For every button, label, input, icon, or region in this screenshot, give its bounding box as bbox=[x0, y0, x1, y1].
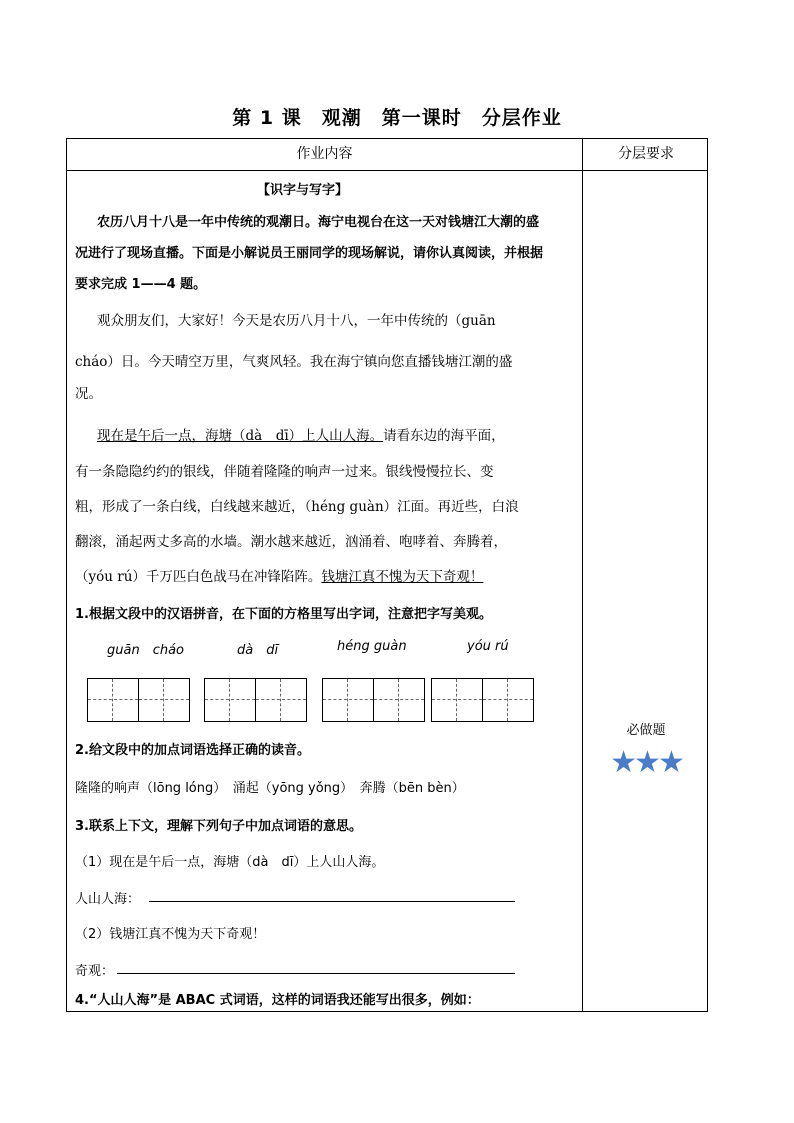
passage1-line-3: 况。 bbox=[75, 386, 102, 402]
passage2-line-5 bbox=[75, 565, 483, 585]
pinyin-2: dà dī bbox=[237, 643, 279, 658]
passage2-line-2: 有一条隐隐约约的银线，伴随着隆隆的响声一过来。银线慢慢拉长、变 bbox=[75, 464, 494, 480]
section-heading: 【识字与写字】 bbox=[257, 183, 349, 198]
question-1: 1.根据文段中的汉语拼音，在下面的方格里写出字词，注意把字写美观。 bbox=[75, 607, 492, 622]
question-3-sentence-1: （1）现在是午后一点，海塘（dà dī）上人山人海。 bbox=[75, 855, 385, 870]
underlined-sentence-2: 钱塘江真不愧为天下奇观！ bbox=[321, 569, 484, 585]
star-rating-icon: ★★★ bbox=[610, 745, 682, 780]
intro-line-1: 农历八月十八是一年中传统的观潮日。海宁电视台在这一天对钱塘江大潮的盛 bbox=[97, 215, 540, 230]
passage1-line-2: cháo）日。今天晴空万里，气爽风轻。我在海宁镇向您直播钱塘江潮的盛 bbox=[75, 354, 513, 370]
question-3: 3.联系上下文，理解下列句子中加点词语的意思。 bbox=[75, 819, 362, 834]
header-content: 作业内容 bbox=[296, 146, 353, 162]
passage2-line-1-rest: 请看东边的海平面， bbox=[383, 428, 505, 444]
question-3-answer-2-label: 奇观： bbox=[75, 964, 115, 979]
passage1-line-1: 观众朋友们，大家好！今天是农历八月十八，一年中传统的（guān bbox=[97, 313, 496, 329]
answer-line-2[interactable] bbox=[117, 972, 515, 974]
underlined-sentence-1: 现在是午后一点，海塘（dà dī）上人山人海。 bbox=[97, 428, 384, 444]
header-requirement: 分层要求 bbox=[618, 146, 674, 162]
question-4: 4.“人山人海”是 ABAC 式词语，这样的词语我还能写出很多，例如： bbox=[75, 993, 480, 1008]
pinyin-1: guān cháo bbox=[107, 643, 185, 658]
intro-line-2: 况进行了现场直播。下面是小解说员王丽同学的现场解说，请你认真阅读，并根据 bbox=[75, 246, 544, 261]
writing-grid-1[interactable] bbox=[87, 678, 190, 722]
question-2: 2.给文段中的加点词语选择正确的读音。 bbox=[75, 743, 310, 758]
question-3-answer-1-label: 人山人海： bbox=[75, 892, 141, 907]
header-divider bbox=[67, 170, 707, 171]
writing-grid-4[interactable] bbox=[431, 678, 534, 722]
passage2-line-5-text: （yóu rú）千万匹白色战马在冲锋陷阵。 bbox=[75, 569, 322, 585]
answer-line-1[interactable] bbox=[149, 900, 515, 902]
writing-grid-2[interactable] bbox=[204, 678, 307, 722]
question-2-options: 隆隆的响声（lōng lóng） 涌起（yōng yǒng） 奔腾（bēn bèn） bbox=[75, 781, 465, 796]
pinyin-4: yóu rú bbox=[467, 639, 509, 654]
homework-table bbox=[66, 138, 708, 1012]
column-divider bbox=[582, 139, 583, 1011]
requirement-label: 必做题 bbox=[626, 723, 666, 738]
intro-line-3: 要求完成 1——4 题。 bbox=[75, 277, 207, 292]
writing-grid-3[interactable] bbox=[322, 678, 425, 722]
question-3-sentence-2: （2）钱塘江真不愧为天下奇观！ bbox=[75, 927, 266, 942]
passage2-line-3: 粗，形成了一条白线，白线越来越近，（héng guàn）江面。再近些，白浪 bbox=[75, 499, 519, 515]
passage2-line-1 bbox=[97, 424, 505, 444]
page-title: 第 1 课 观潮 第一课时 分层作业 bbox=[232, 107, 562, 129]
pinyin-3: héng guàn bbox=[337, 639, 407, 654]
passage2-line-4: 翻滚，涌起两丈多高的水墙。潮水越来越近，汹涌着、咆哮着、奔腾着， bbox=[75, 534, 507, 550]
